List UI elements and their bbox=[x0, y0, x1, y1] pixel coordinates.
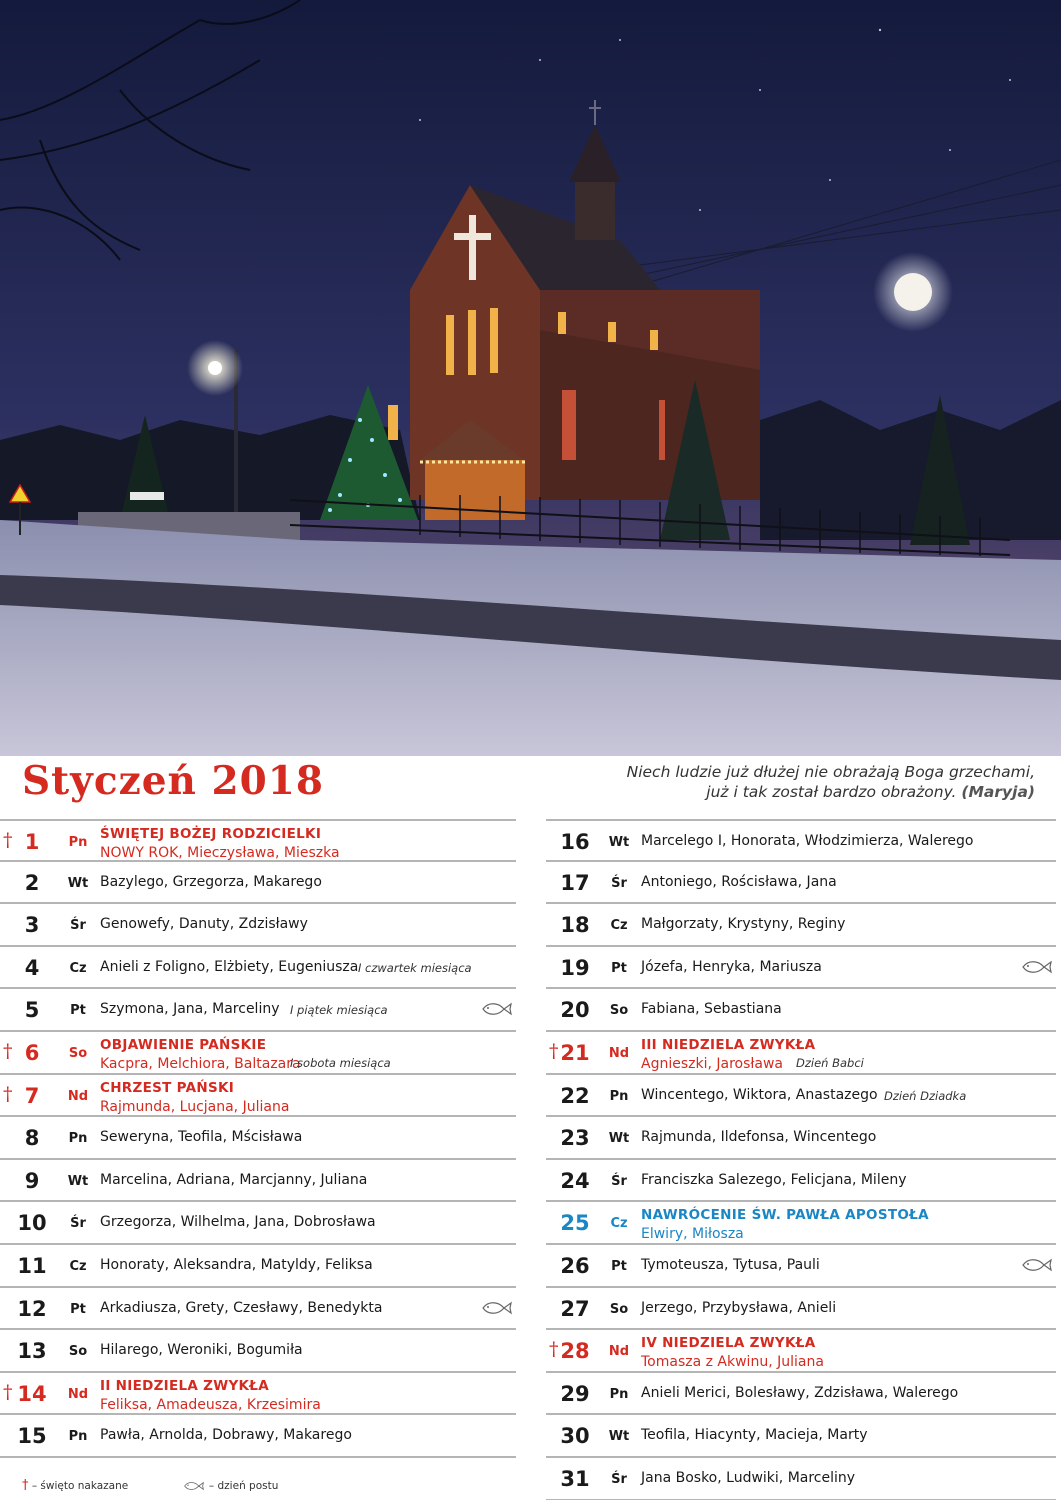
obligatory-feast-dagger-icon: † bbox=[549, 1039, 559, 1062]
day-row bbox=[0, 1202, 516, 1245]
day-row bbox=[546, 1075, 1056, 1118]
day-number: 27 bbox=[560, 1296, 590, 1321]
weekday: Pn bbox=[609, 1088, 629, 1104]
day-row bbox=[546, 1373, 1056, 1416]
name-days: Grzegorza, Wilhelma, Jana, Dobrosława bbox=[100, 1214, 376, 1231]
day-number: 31 bbox=[560, 1466, 590, 1491]
day-number: 24 bbox=[560, 1168, 590, 1193]
name-days: Antoniego, Rościsława, Jana bbox=[641, 873, 837, 890]
weekday: Cz bbox=[610, 918, 628, 934]
days-column-right bbox=[546, 819, 1056, 1500]
day-number: 25 bbox=[560, 1211, 590, 1236]
quote-text: już i tak został bardzo obrażony. bbox=[706, 783, 957, 801]
name-days: Szymona, Jana, Marceliny bbox=[100, 1001, 280, 1018]
day-row bbox=[0, 819, 516, 862]
feast-title: ŚWIĘTEJ BOŻEJ RODZICIELKI bbox=[100, 826, 322, 842]
name-days: Teofila, Hiacynty, Macieja, Marty bbox=[641, 1427, 868, 1444]
day-row bbox=[546, 819, 1056, 862]
day-names bbox=[641, 1001, 782, 1017]
weekday: Pt bbox=[611, 960, 627, 976]
feast-title: III NIEDZIELA ZWYKŁA bbox=[641, 1036, 816, 1053]
weekday: So bbox=[68, 1344, 88, 1360]
day-names bbox=[641, 1470, 855, 1486]
name-days: Tomasza z Akwinu, Juliana bbox=[641, 1354, 824, 1371]
day-names bbox=[100, 1214, 376, 1230]
day-number: 1 bbox=[24, 830, 40, 854]
weekday: Wt bbox=[608, 1429, 630, 1445]
name-days: Wincentego, Wiktora, Anastazego bbox=[641, 1086, 878, 1103]
fasting-fish-icon bbox=[1020, 958, 1054, 976]
fasting-fish-icon bbox=[480, 1299, 514, 1317]
day-names bbox=[641, 874, 837, 890]
day-names bbox=[641, 1385, 958, 1401]
obligatory-feast-dagger-icon: † bbox=[3, 1380, 13, 1403]
day-names bbox=[100, 1172, 367, 1188]
day-names bbox=[100, 825, 340, 863]
day-number: 7 bbox=[24, 1083, 40, 1108]
day-names bbox=[641, 833, 973, 849]
day-note: I sobota miesiąca bbox=[290, 1055, 391, 1070]
name-days: Józefa, Henryka, Mariusza bbox=[641, 958, 822, 975]
weekday: Pn bbox=[68, 835, 88, 850]
name-days: Kacpra, Melchiora, Baltazara bbox=[100, 1055, 301, 1072]
day-number: 2 bbox=[24, 870, 40, 895]
name-days: Rajmunda, Ildefonsa, Wincentego bbox=[641, 1129, 877, 1146]
day-row bbox=[0, 1160, 516, 1203]
day-row bbox=[546, 1415, 1056, 1458]
legend-fish-icon bbox=[182, 1480, 206, 1492]
obligatory-feast-dagger-icon: † bbox=[3, 1082, 13, 1105]
day-names bbox=[100, 916, 308, 932]
quote-author: (Maryja) bbox=[961, 783, 1035, 801]
name-days: Jerzego, Przybysława, Anieli bbox=[641, 1299, 837, 1316]
days-column-left bbox=[0, 819, 516, 1458]
feast-title: CHRZEST PAŃSKI bbox=[100, 1079, 235, 1096]
obligatory-feast-dagger-icon: † bbox=[3, 829, 13, 851]
feast-title: OBJAWIENIE PAŃSKIE bbox=[100, 1036, 267, 1053]
day-names bbox=[641, 1300, 836, 1316]
day-row bbox=[0, 947, 516, 990]
day-number: 15 bbox=[17, 1424, 47, 1449]
day-row bbox=[546, 904, 1056, 947]
fasting-fish-icon bbox=[480, 1000, 514, 1018]
day-number: 3 bbox=[24, 913, 40, 938]
day-number: 30 bbox=[560, 1424, 590, 1449]
name-days: Honoraty, Aleksandra, Matyldy, Feliksa bbox=[100, 1256, 373, 1273]
name-days: Anieli Merici, Bolesławy, Zdzisława, Walerego bbox=[641, 1384, 959, 1401]
day-number: 18 bbox=[560, 913, 590, 938]
legend-fish-label: – dzień postu bbox=[208, 1480, 279, 1492]
weekday: Cz bbox=[69, 1258, 87, 1274]
day-names bbox=[100, 959, 358, 975]
day-number: 23 bbox=[560, 1126, 590, 1151]
name-days: Elwiry, Miłosza bbox=[641, 1226, 744, 1243]
day-row bbox=[546, 1160, 1056, 1203]
day-names bbox=[100, 1377, 321, 1415]
month-title: Styczeń 2018 bbox=[22, 758, 325, 804]
day-row bbox=[0, 1245, 516, 1288]
day-row bbox=[546, 1117, 1056, 1160]
weekday: Śr bbox=[611, 1173, 627, 1189]
day-names bbox=[100, 1427, 352, 1443]
quote bbox=[475, 762, 1035, 802]
weekday: Pn bbox=[609, 1386, 629, 1402]
name-days: Marcelina, Adriana, Marcjanny, Juliana bbox=[100, 1171, 368, 1188]
feast-title: II NIEDZIELA ZWYKŁA bbox=[100, 1377, 270, 1394]
day-names bbox=[100, 874, 322, 890]
feast-title: NAWRÓCENIE ŚW. PAWŁA APOSTOŁA bbox=[641, 1207, 929, 1224]
name-days: Fabiana, Sebastiana bbox=[641, 1001, 782, 1018]
weekday: Nd bbox=[608, 1045, 630, 1061]
day-names bbox=[100, 1342, 303, 1358]
weekday: Pn bbox=[68, 1131, 88, 1147]
day-row bbox=[0, 904, 516, 947]
weekday: Pt bbox=[611, 1258, 627, 1274]
obligatory-feast-dagger-icon: † bbox=[3, 1039, 13, 1062]
weekday: Śr bbox=[70, 1216, 86, 1232]
weekday: Śr bbox=[70, 918, 86, 934]
day-names bbox=[100, 1001, 280, 1017]
weekday: Pt bbox=[70, 1301, 86, 1317]
day-names bbox=[641, 1206, 929, 1244]
name-days: Anieli z Foligno, Elżbiety, Eugeniusza bbox=[100, 958, 359, 975]
day-row bbox=[0, 862, 516, 905]
day-row bbox=[546, 989, 1056, 1032]
day-row bbox=[0, 1288, 516, 1331]
day-number: 10 bbox=[17, 1211, 47, 1236]
day-names bbox=[100, 1079, 289, 1117]
weekday: Wt bbox=[608, 1131, 630, 1147]
day-row bbox=[0, 1373, 516, 1416]
day-names bbox=[641, 1172, 906, 1188]
weekday: Pn bbox=[68, 1429, 88, 1445]
weekday: Wt bbox=[67, 875, 89, 891]
quote-line-1: Niech ludzie już dłużej nie obrażają Boga grzechami, bbox=[626, 763, 1035, 781]
name-days: Bazylego, Grzegorza, Makarego bbox=[100, 873, 322, 890]
day-note: I czwartek miesiąca bbox=[358, 960, 472, 975]
day-number: 21 bbox=[560, 1040, 590, 1065]
day-note: I piątek miesiąca bbox=[290, 1003, 388, 1018]
name-days: Agnieszki, Jarosława bbox=[641, 1055, 783, 1072]
day-row bbox=[0, 1330, 516, 1373]
legend bbox=[22, 1478, 278, 1493]
weekday: Śr bbox=[611, 1471, 627, 1487]
day-number: 29 bbox=[560, 1381, 590, 1406]
weekday: Śr bbox=[611, 875, 627, 891]
day-names bbox=[100, 1036, 301, 1074]
day-number: 20 bbox=[560, 998, 590, 1023]
name-days: Pawła, Arnolda, Dobrawy, Makarego bbox=[100, 1427, 352, 1444]
day-row bbox=[546, 1202, 1056, 1245]
obligatory-feast-dagger-icon: † bbox=[549, 1338, 559, 1361]
day-names bbox=[641, 959, 822, 975]
day-number: 22 bbox=[560, 1083, 590, 1108]
weekday: Cz bbox=[610, 1216, 628, 1232]
day-names bbox=[641, 1129, 876, 1145]
name-days: Feliksa, Amadeusza, Krzesimira bbox=[100, 1396, 321, 1413]
day-row bbox=[0, 1075, 516, 1118]
day-row bbox=[546, 862, 1056, 905]
day-names bbox=[100, 1300, 382, 1316]
day-row bbox=[546, 1245, 1056, 1288]
fasting-fish-icon bbox=[1020, 1256, 1054, 1274]
day-number: 14 bbox=[17, 1381, 47, 1406]
name-days: Jana Bosko, Ludwiki, Marceliny bbox=[641, 1469, 856, 1486]
weekday: So bbox=[609, 1301, 629, 1317]
name-days: Arkadiusza, Grety, Czesławy, Benedykta bbox=[100, 1299, 383, 1316]
day-names bbox=[641, 1334, 824, 1372]
quote-line-2 bbox=[475, 782, 1035, 802]
day-number: 6 bbox=[24, 1040, 40, 1065]
legend-dagger-icon: † bbox=[22, 1478, 29, 1493]
weekday: Nd bbox=[67, 1386, 89, 1402]
day-names bbox=[100, 1129, 302, 1145]
weekday: So bbox=[68, 1045, 88, 1061]
weekday: Pt bbox=[70, 1003, 86, 1019]
name-days: Rajmunda, Lucjana, Juliana bbox=[100, 1098, 290, 1115]
day-row bbox=[0, 1032, 516, 1075]
name-days: NOWY ROK, Mieczysława, Mieszka bbox=[100, 845, 340, 861]
day-names bbox=[100, 1257, 373, 1273]
day-number: 4 bbox=[24, 955, 40, 980]
day-names bbox=[641, 1427, 867, 1443]
day-number: 26 bbox=[560, 1253, 590, 1278]
day-row bbox=[546, 1458, 1056, 1500]
weekday: Cz bbox=[69, 960, 87, 976]
name-days: Tymoteusza, Tytusa, Pauli bbox=[641, 1256, 820, 1273]
day-number: 12 bbox=[17, 1296, 47, 1321]
day-row bbox=[0, 989, 516, 1032]
day-number: 8 bbox=[24, 1126, 40, 1151]
day-note: Dzień Babci bbox=[796, 1055, 864, 1070]
weekday: Nd bbox=[608, 1344, 630, 1360]
name-days: Franciszka Salezego, Felicjana, Mileny bbox=[641, 1171, 907, 1188]
day-names bbox=[641, 1087, 878, 1103]
day-row bbox=[546, 947, 1056, 990]
day-number: 28 bbox=[560, 1339, 590, 1364]
name-days: Seweryna, Teofila, Mścisława bbox=[100, 1129, 303, 1146]
weekday: So bbox=[609, 1003, 629, 1019]
day-number: 11 bbox=[17, 1253, 47, 1278]
day-number: 16 bbox=[560, 830, 590, 854]
day-names bbox=[641, 916, 845, 932]
day-row bbox=[0, 1415, 516, 1458]
weekday: Wt bbox=[608, 835, 630, 850]
day-number: 5 bbox=[24, 998, 40, 1023]
day-names bbox=[641, 1257, 820, 1273]
weekday: Wt bbox=[67, 1173, 89, 1189]
day-note: Dzień Dziadka bbox=[884, 1088, 967, 1103]
name-days: Hilarego, Weroniki, Bogumiła bbox=[100, 1342, 303, 1359]
day-number: 13 bbox=[17, 1339, 47, 1364]
day-number: 19 bbox=[560, 955, 590, 980]
legend-dagger-label: – święto nakazane bbox=[31, 1480, 129, 1492]
day-number: 17 bbox=[560, 870, 590, 895]
name-days: Małgorzaty, Krystyny, Reginy bbox=[641, 916, 846, 933]
day-names bbox=[641, 1036, 815, 1074]
day-number: 9 bbox=[24, 1168, 40, 1193]
day-row bbox=[546, 1288, 1056, 1331]
day-row bbox=[546, 1330, 1056, 1373]
day-row bbox=[0, 1117, 516, 1160]
name-days: Marcelego I, Honorata, Włodzimierza, Walerego bbox=[641, 833, 974, 849]
day-row bbox=[546, 1032, 1056, 1075]
name-days: Genowefy, Danuty, Zdzisławy bbox=[100, 916, 308, 933]
feast-title: IV NIEDZIELA ZWYKŁA bbox=[641, 1335, 816, 1352]
weekday: Nd bbox=[67, 1088, 89, 1104]
